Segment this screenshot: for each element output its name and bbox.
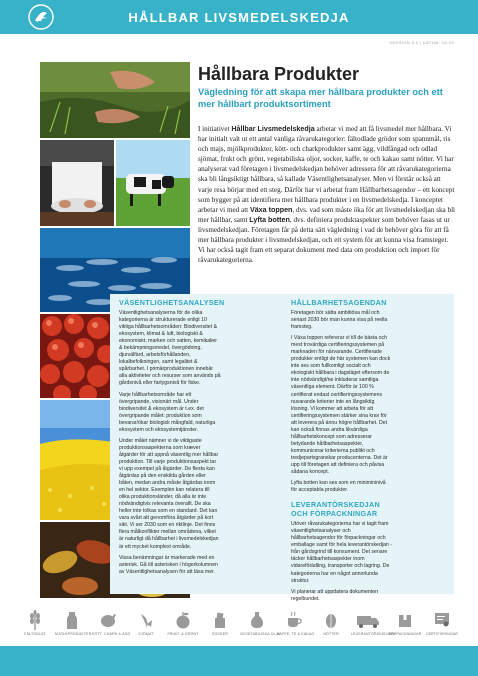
agenda-p2: I Växa toppen refererar vi till de bästa och mest trovärdiga certifieringssystemen på marknaden för närvarande. Certifierade produkter entligt de här systemen kan dock inte ses som fullkomligt socialt och ekologiskt hållbara i dagsläget eftersom de inte nödvändigt/ne inkluderar samtliga väsentliga element. Därför är 100 % certifierat endast certifieringssystemens nuvarande kriterier inte en långsiktig lösning. Vi kommer att arbeta för att certifieringssystemen stärker sina krav för att leverera på ännu högre hållbarhet. Det kan också finnas andra likvärdiga hållbarhetskoncept som adresserar betydande hållbarhetsaspekter, kommunicerar kriterierna publikt och tredjepartsgranskar producenterna. Det är upp till företagen att definiera och påvisa sådana koncept.: [291, 335, 391, 476]
materiality-p4: Vissa benämningar är markerade med en asterisk. Gå till asterisken i högerkolumnen av Väsentlighetsanalysen för att läsa mer.: [119, 554, 218, 575]
category-meat: KÖTT, CHARK & ÄGG: [92, 610, 126, 636]
supply-chain-heading: LEVERANTÖRSKEDJAN OCH FÖRPACKNINGAR: [291, 500, 380, 519]
fish-icon: [137, 610, 155, 630]
photo-rapeseed-field: [40, 400, 114, 520]
category-dairy: MJÖLKPRODUKTER: [55, 610, 89, 636]
meat-icon: [100, 610, 118, 630]
category-packaging: FÖRPACKNINGAR: [388, 610, 422, 636]
wheat-icon: [26, 610, 44, 630]
intro-paragraph: I initiativet Hållbar Livsmedelskedja arbetar vi med att få livsmedel mer hållbara. Vi har initialt valt ut ett antal vanliga råvarukategorier: fältodlade grödor som spannmål, ris och majs, mjölkprodukter, kött- och charkprodukter samt ägg, vildfångad och odlad sjömat, frukt och grönt, vegetabiliska oljor, socker, kaffe, te och kakao samt nötter. Vi har analyserat vad företagen i livsmedelskedjan behöver adressera för att råvarukategorierna ska bli långsiktigt hållbara, så kallade Väsentlighetsanalyser. Men vi förstår också att varje resa börjar med ett steg. Därför har vi arbetat fram Hållbarhetsagendor – ett koncept som bygger på att identifiera mer hållbara produkter i en livsmedelskedja. I konceptet arbetar vi med att Växa toppen, dvs. vad som måste öka för att livsmedelskedjan ska bli mer hållbar, samt Lyfta botten, dvs. definiera produktaspekter som behöver fasas ut ur livsmedelskedjan. Företagen får på detta sätt vägledning i vad de behöver göra för att få mer hållbara produkter i livsmedelskedjan, och ett system för att kunna visa framsteget. Vi har också tagit fram ett separat dokument med data om produktion och import för råvarukategorierna.: [198, 125, 456, 265]
category-nuts: NÖTTER: [314, 610, 348, 636]
sugar-icon: [211, 610, 229, 630]
coffee-icon: [285, 610, 303, 630]
oil-icon: [248, 610, 266, 630]
category-field-crops: FÄLTODLAT: [18, 610, 52, 636]
supply-chain-p1: Utöver råvarukategorierna har vi tagit fram väsentlighetsanalyser och hållbarhetsagendor för förpackningar och emballage samt för hela leverantörskedjan - från gårdsgrind till konsument. Det senare täcker hållbarhetsaspekter inom vidareförädling, transporter och lagring. De kategorierna har en något annorlunda struktur.: [291, 521, 392, 584]
materiality-p2: Varje hållbarhetsområde har ett övergripande, visionärt mål. Under biodiversitet & ekosystem är t.ex. det övergripande målet: produktion som bevarar/ökar biologisk mångfald, naturliga ekosystem och ekosystemtjänster.: [119, 391, 216, 433]
photo-tomatoes: [40, 314, 114, 398]
apple-icon: [174, 610, 192, 630]
nuts-icon: [322, 610, 340, 630]
page-subtitle: Vägledning för att skapa mer hållbara produkter och ett mer hållbart produktsortiment: [198, 87, 443, 109]
footer-bar: [0, 646, 478, 676]
category-sugar: SOCKER: [203, 610, 237, 636]
category-seafood: SJÖMAT: [129, 610, 163, 636]
truck-icon: [356, 610, 380, 630]
agenda-p1: Företagen bör sätta ambitiösa mål och senast 2030 bör man kunna visa på reella framsteg.: [291, 310, 388, 331]
category-icon-row: [18, 610, 460, 648]
agenda-heading: HÅLLBARHETSAGENDAN: [291, 298, 387, 307]
concept-lift-bottom: Lyfta botten: [249, 215, 290, 224]
concept-grow-top: Växa toppen: [249, 205, 293, 214]
page-title: Hållbara Produkter: [198, 64, 360, 84]
certificate-icon: [433, 610, 451, 630]
photo-chef: [40, 140, 114, 226]
materiality-column: [119, 298, 225, 580]
materiality-heading: VÄSENTLIGHETSANALYSEN: [119, 298, 225, 307]
version-label: VERSION 3.0 | DATUM: 18-09: [389, 40, 454, 45]
supply-chain-p2: Vi planerar att uppdatera dokumenten regelbundet.: [291, 588, 378, 602]
category-certifications: CERTIFIERINGAR: [425, 610, 459, 636]
milk-icon: [63, 610, 81, 630]
category-fruit-veg: FRUKT & GRÖNT: [166, 610, 200, 636]
agenda-column: [291, 298, 393, 607]
category-supply-chain: LEVERANTÖRSKEDJAN: [351, 610, 385, 636]
initiative-name: Hållbar Livsmedelskedja: [231, 125, 315, 133]
materiality-p1: Väsentlighetsanalyserna för de olika kategorierna är strukturerade enligt 10 viktiga hållbarhetsområden: Biodiversitet & ekosystem, klimat & luft, biologiskt & ekonomiskt, marken och vatten, kemikalier & bekämpningsmedel, övergödning, djurvälfärd, arbetsförhållanden, lokalbefolkningen, samt legalitet & spårbarhet. I primärproduktionen innebär alla aktiviteter och resurser som används på gårdsnivå eller fartygsnivå för fiske.: [119, 310, 221, 387]
category-coffee-tea-cocoa: KAFFE, TE & KAKAO: [277, 610, 311, 636]
photo-hands-herbs: [40, 62, 190, 138]
package-icon: [396, 610, 414, 630]
materiality-p3: Under målet nämner vi de viktigaste produktionsaspekterna som kræver åtgärder för att uppnå väsentlig mer hållbar produktion. Till varje produktionsaspekt tar vi upp exempel på åtgärder. De flesta kan åtgärdas på den enskilda gården eller båten, medan andra måste åtgärdas inom en hel sektor. Exemplen kan relatera till olika produktionsländer, då alla är inte nödvändigtvis relevanta överallt. De ska heller inte tolkas som en standard. Det kan vara svårt att genomföra åtgärder på kort sikt. Vi ser 2030 som en riktlinje. Det finns flera målkonflikter mellan områdena, vilket är naturligt då hållbarhet i livsmedelskedjan är ett mycket komplext område.: [119, 437, 219, 550]
photo-cows: [116, 140, 190, 226]
header-title: HÅLLBAR LIVSMEDELSKEDJA: [128, 10, 350, 25]
category-vegetable-oil: VEGETABILISKA OLJA: [240, 610, 274, 636]
header-bar: [0, 0, 478, 34]
agenda-p3: Lyfta botten kan ses som en minimininivå för acceptabla produkter.: [291, 480, 386, 494]
